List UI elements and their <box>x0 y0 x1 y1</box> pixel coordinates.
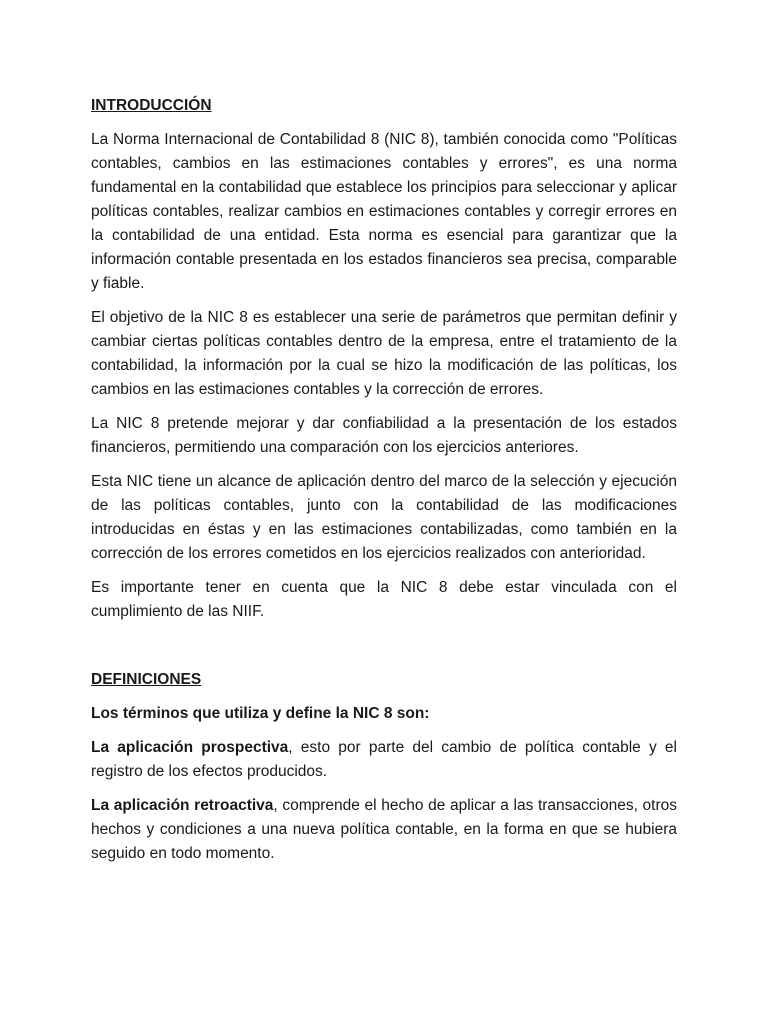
intro-paragraph-3: La NIC 8 pretende mejorar y dar confiabilidad a la presentación de los estados financieros, permitiendo una comparación con los ejercicios anteriores. <box>91 415 677 456</box>
intro-heading: INTRODUCCIÓN <box>91 97 212 114</box>
definitions-intro: Los términos que utiliza y define la NIC 8 son: <box>91 705 430 722</box>
intro-paragraph-2: El objetivo de la NIC 8 es establecer una serie de parámetros que permitan definir y cambiar ciertas políticas contables dentro de la empresa, entre el tratamiento de la contabilidad, la información por la cual se hizo la modificación de las políticas, los cambios en las estimaciones contables y la corrección de errores. <box>91 309 677 398</box>
definition-term: La aplicación retroactiva <box>91 797 274 814</box>
definition-item-1 <box>91 736 677 784</box>
intro-paragraph-5: Es importante tener en cuenta que la NIC 8 debe estar vinculada con el cumplimiento de las NIIF. <box>91 579 677 620</box>
definition-term: La aplicación prospectiva <box>91 739 289 756</box>
section-spacer <box>91 634 677 668</box>
definition-item-2 <box>91 794 677 866</box>
intro-paragraph-4: Esta NIC tiene un alcance de aplicación dentro del marco de la selección y ejecución de las políticas contables, junto con la contabilidad de las modificaciones introducidas en éstas y en las estimaciones contabilizadas, como también en la corrección de los errores cometidos en los ejercicios realizados con anterioridad. <box>91 473 677 562</box>
definition-text: , esto por parte del cambio de política contable y el registro de los efectos producidos. <box>91 739 677 780</box>
document-page <box>91 94 677 876</box>
intro-paragraph-1: La Norma Internacional de Contabilidad 8 (NIC 8), también conocida como "Políticas contables, cambios en las estimaciones contables y errores", es una norma fundamental en la contabilidad que establece los principios para seleccionar y aplicar políticas contables, realizar cambios en estimaciones contables y corregir errores en la contabilidad de una entidad. Esta norma es esencial para garantizar que la información contable presentada en los estados financieros sea precisa, comparable y fiable. <box>91 131 677 292</box>
definition-text: , comprende el hecho de aplicar a las transacciones, otros hechos y condiciones a una nueva política contable, en la forma en que se hubiera seguido en todo momento. <box>91 797 677 862</box>
definitions-heading: DEFINICIONES <box>91 671 202 688</box>
